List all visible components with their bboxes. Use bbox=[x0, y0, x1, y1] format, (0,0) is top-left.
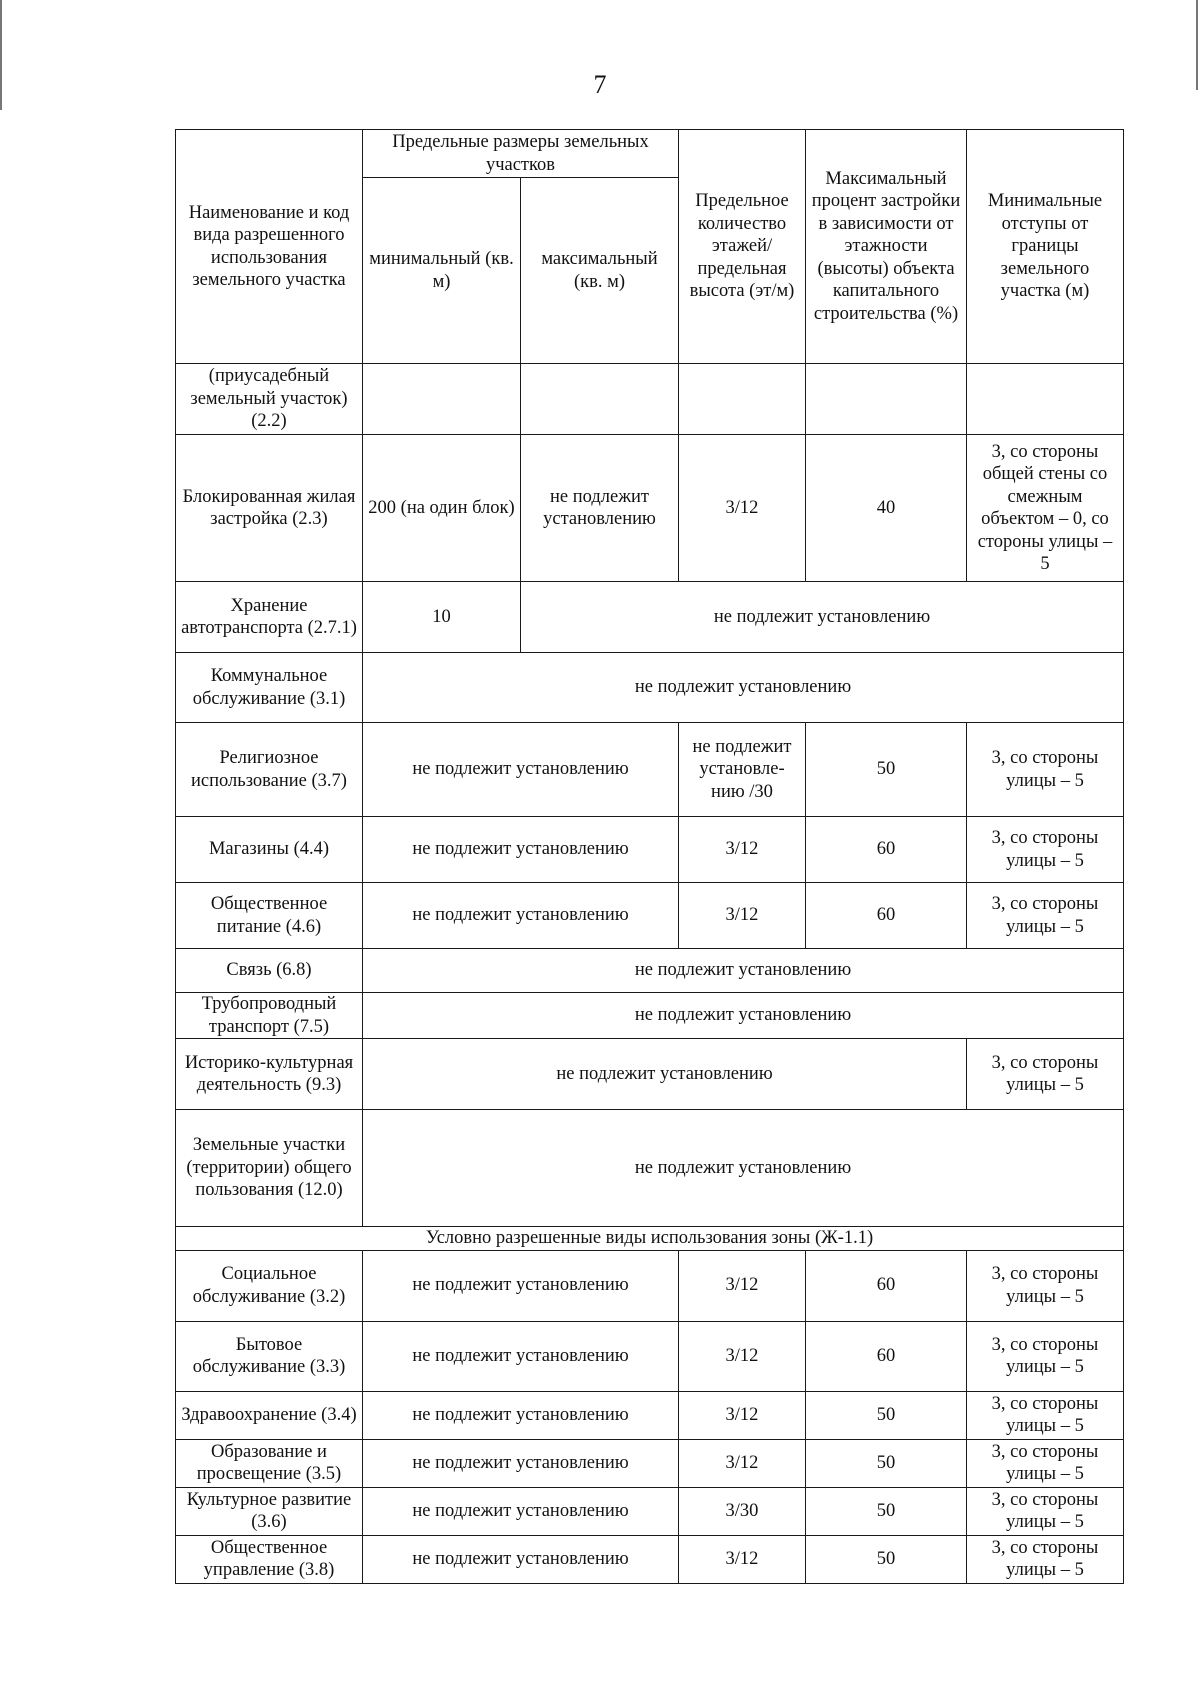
table-row bbox=[176, 1535, 1124, 1583]
table-row bbox=[176, 1321, 1124, 1391]
section-row bbox=[176, 1227, 1124, 1251]
row-floors: 3/12 bbox=[679, 1535, 806, 1583]
row-name: Земельные участки (территории) общего пользования (12.0) bbox=[176, 1110, 363, 1227]
page-number: 7 bbox=[593, 70, 607, 99]
row-name: Трубопроводный транспорт (7.5) bbox=[176, 993, 363, 1039]
table-row bbox=[176, 582, 1124, 653]
row-sizes-merged: не подлежит установлению bbox=[363, 883, 679, 949]
row-name: Здравоохранение (3.4) bbox=[176, 1391, 363, 1439]
table-row bbox=[176, 653, 1124, 723]
row-coverage: 50 bbox=[806, 1535, 967, 1583]
table-row bbox=[176, 723, 1124, 817]
header-coverage: Максимальный процент застройки в зависимости от этажности (высоты) объекта капитального строительства (%) bbox=[806, 130, 967, 364]
row-floors: 3/12 bbox=[679, 1321, 806, 1391]
row-floors: 3/12 bbox=[679, 1391, 806, 1439]
row-sizes-merged: не подлежит установлению bbox=[363, 1391, 679, 1439]
table-row bbox=[176, 364, 1124, 435]
header-floors: Предельное количество этажей/ предельная высота (эт/м) bbox=[679, 130, 806, 364]
row-sizes-merged: не подлежит установлению bbox=[363, 723, 679, 817]
table-row bbox=[176, 883, 1124, 949]
table-row bbox=[176, 1039, 1124, 1110]
row-floors: 3/12 bbox=[679, 1250, 806, 1321]
table-row bbox=[176, 1439, 1124, 1487]
row-sizes-merged: не подлежит установлению bbox=[363, 1321, 679, 1391]
row-coverage: 60 bbox=[806, 1321, 967, 1391]
table-row bbox=[176, 435, 1124, 582]
row-floors: 3/12 bbox=[679, 435, 806, 582]
row-name: Бытовое обслуживание (3.3) bbox=[176, 1321, 363, 1391]
row-coverage: 60 bbox=[806, 1250, 967, 1321]
row-setback: 3, со стороны улицы – 5 bbox=[967, 1535, 1124, 1583]
table-row bbox=[176, 1391, 1124, 1439]
row-floors: 3/12 bbox=[679, 883, 806, 949]
row-name: Образование и просвещение (3.5) bbox=[176, 1439, 363, 1487]
row-name: Общественное питание (4.6) bbox=[176, 883, 363, 949]
header-max: максимальный (кв. м) bbox=[521, 178, 679, 364]
row-setback: 3, со стороны улицы – 5 bbox=[967, 1439, 1124, 1487]
land-use-table bbox=[175, 129, 1124, 1584]
table-row bbox=[176, 1250, 1124, 1321]
table-row bbox=[176, 1110, 1124, 1227]
table-row bbox=[176, 949, 1124, 993]
row-setback: 3, со стороны улицы – 5 bbox=[967, 1250, 1124, 1321]
row-setback bbox=[967, 364, 1124, 435]
row-max: не подлежит установлению bbox=[521, 435, 679, 582]
row-sizes-merged: не подлежит установлению bbox=[363, 1439, 679, 1487]
row-sizes-merged: не подлежит установлению bbox=[363, 1250, 679, 1321]
row-coverage: 60 bbox=[806, 817, 967, 883]
row-sizes-merged: не подлежит установлению bbox=[363, 1487, 679, 1535]
section-title: Условно разрешенные виды использования зоны (Ж-1.1) bbox=[176, 1227, 1124, 1251]
row-name: Блокированная жилая застройка (2.3) bbox=[176, 435, 363, 582]
row-min: 200 (на один блок) bbox=[363, 435, 521, 582]
row-coverage: 50 bbox=[806, 1439, 967, 1487]
row-setback: 3, со стороны общей стены со смежным объектом – 0, со стороны улицы – 5 bbox=[967, 435, 1124, 582]
row-all-merged: не подлежит установлению bbox=[363, 1110, 1124, 1227]
scan-edge-mark bbox=[0, 0, 2, 110]
row-sizes-merged: не подлежит установлению bbox=[363, 817, 679, 883]
row-name: Общественное управление (3.8) bbox=[176, 1535, 363, 1583]
row-name: Связь (6.8) bbox=[176, 949, 363, 993]
row-name: Историко-культурная деятельность (9.3) bbox=[176, 1039, 363, 1110]
header-name: Наименование и код вида разрешенного использования земельного участка bbox=[176, 130, 363, 364]
header-min: минимальный (кв. м) bbox=[363, 178, 521, 364]
header-setbacks: Минимальные отступы от границы земельного участка (м) bbox=[967, 130, 1124, 364]
scan-edge-mark bbox=[1196, 0, 1198, 90]
row-setback: 3, со стороны улицы – 5 bbox=[967, 723, 1124, 817]
row-name: Культурное развитие (3.6) bbox=[176, 1487, 363, 1535]
row-setback: 3, со стороны улицы – 5 bbox=[967, 1039, 1124, 1110]
row-name: Религиозное использование (3.7) bbox=[176, 723, 363, 817]
row-floors: 3/30 bbox=[679, 1487, 806, 1535]
row-all-merged: не подлежит установлению bbox=[363, 949, 1124, 993]
row-max bbox=[521, 364, 679, 435]
row-name: Магазины (4.4) bbox=[176, 817, 363, 883]
row-setback: 3, со стороны улицы – 5 bbox=[967, 1487, 1124, 1535]
row-min bbox=[363, 364, 521, 435]
row-floors bbox=[679, 364, 806, 435]
table-row bbox=[176, 817, 1124, 883]
row-floors: 3/12 bbox=[679, 817, 806, 883]
row-coverage: 50 bbox=[806, 1487, 967, 1535]
row-setback: 3, со стороны улицы – 5 bbox=[967, 883, 1124, 949]
row-coverage: 50 bbox=[806, 723, 967, 817]
row-coverage bbox=[806, 364, 967, 435]
row-sizes-merged: не подлежит установлению bbox=[363, 1535, 679, 1583]
row-merged: не подлежит установлению bbox=[363, 1039, 967, 1110]
table-row bbox=[176, 1487, 1124, 1535]
row-name: Социальное обслуживание (3.2) bbox=[176, 1250, 363, 1321]
row-setback: 3, со стороны улицы – 5 bbox=[967, 817, 1124, 883]
row-all-merged: не подлежит установлению bbox=[363, 993, 1124, 1039]
header-plot-sizes: Предельные размеры земельных участков bbox=[363, 130, 679, 178]
row-min: 10 bbox=[363, 582, 521, 653]
row-floors: 3/12 bbox=[679, 1439, 806, 1487]
row-name: (приусадебный земельный участок) (2.2) bbox=[176, 364, 363, 435]
row-name: Хранение автотранспорта (2.7.1) bbox=[176, 582, 363, 653]
row-all-merged: не подлежит установлению bbox=[363, 653, 1124, 723]
row-setback: 3, со стороны улицы – 5 bbox=[967, 1391, 1124, 1439]
row-name: Коммунальное обслуживание (3.1) bbox=[176, 653, 363, 723]
row-floors: не подлежит установле-нию /30 bbox=[679, 723, 806, 817]
row-setback: 3, со стороны улицы – 5 bbox=[967, 1321, 1124, 1391]
row-coverage: 60 bbox=[806, 883, 967, 949]
row-coverage: 50 bbox=[806, 1391, 967, 1439]
table-row bbox=[176, 993, 1124, 1039]
row-coverage: 40 bbox=[806, 435, 967, 582]
row-rest-merged: не подлежит установлению bbox=[521, 582, 1124, 653]
